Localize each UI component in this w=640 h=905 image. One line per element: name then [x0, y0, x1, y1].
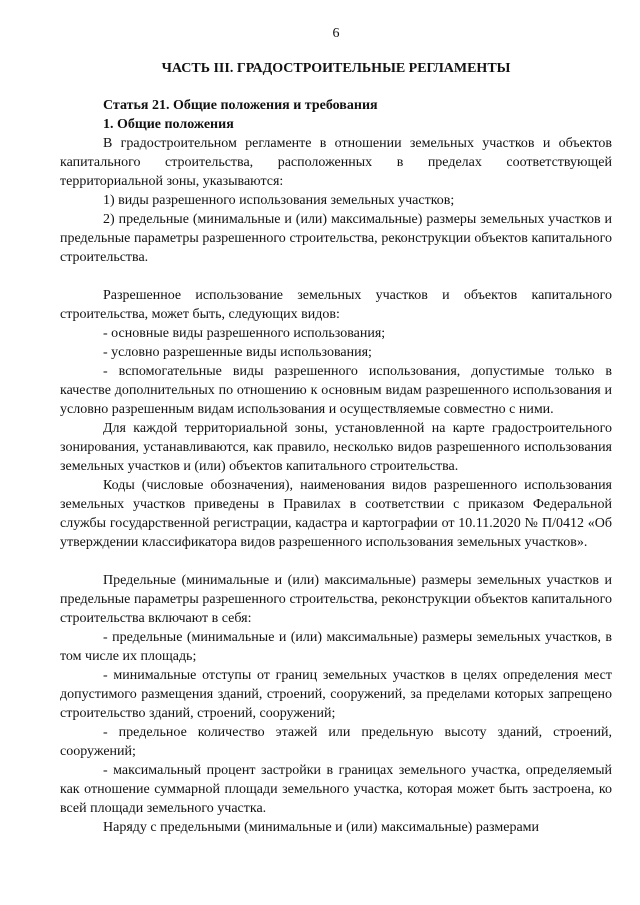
list-item: - предельные (минимальные и (или) максимальные) размеры земельных участков, в том числе их площадь;	[60, 630, 612, 664]
list-item: 2) предельные (минимальные и (или) максимальные) размеры земельных участков и предельные параметры разрешенного строительства, реконструкции объектов капитального строительства.	[60, 212, 612, 265]
paragraph: Коды (числовые обозначения), наименования видов разрешенного использования земельных участков приведены в Правилах в соответствии с приказом Федеральной службы государственной регистрации, кадастра и картографии от 10.11.2020 № П/0412 «Об утверждении классификатора видов разрешенного использования земельных участков».	[60, 478, 612, 550]
list-item: - минимальные отступы от границ земельных участков в целях определения мест допустимого размещения зданий, строений, сооружений, за пределами которых запрещено строительство зданий, строений, сооружений;	[60, 668, 612, 721]
paragraph: Наряду с предельными (минимальные и (или) максимальные) размерами	[103, 820, 540, 835]
list-item: - предельное количество этажей или предельную высоту зданий, строений, сооружений;	[60, 725, 612, 759]
page-number: 6	[332, 26, 340, 41]
paragraph: Для каждой территориальной зоны, установленной на карте градостроительного зонирования, устанавливаются, как правило, несколько видов разрешенного использования земельных участков и (или) объектов капитального строительства.	[60, 421, 612, 474]
paragraph: Разрешенное использование земельных участков и объектов капитального строительства, может быть, следующих видов:	[60, 288, 612, 322]
list-item: - максимальный процент застройки в границах земельного участка, определяемый как отношение суммарной площади земельного участка, которая может быть застроена, ко всей площади земельного участка.	[60, 763, 612, 816]
paragraph: Предельные (минимальные и (или) максимальные) размеры земельных участков и предельные параметры разрешенного строительства, реконструкции объектов капитального строительства включают в себя:	[60, 573, 612, 626]
list-item: - вспомогательные виды разрешенного использования, допустимые только в качестве дополнительных по отношению к основным видам разрешенного использования и условно разрешенным видам использования и осуществляемые совместно с ними.	[60, 364, 612, 417]
paragraph-gap	[60, 267, 612, 286]
list-item: - условно разрешенные виды использования;	[103, 345, 372, 360]
list-item: - основные виды разрешенного использования;	[103, 326, 386, 341]
section-title: 1. Общие положения	[103, 117, 234, 132]
article-title: Статья 21. Общие положения и требования	[103, 98, 378, 113]
part-title: ЧАСТЬ III. ГРАДОСТРОИТЕЛЬНЫЕ РЕГЛАМЕНТЫ	[161, 61, 511, 76]
list-item: 1) виды разрешенного использования земельных участков;	[103, 193, 455, 208]
paragraph-gap	[60, 552, 612, 571]
paragraph: В градостроительном регламенте в отношении земельных участков и объектов капитального строительства, расположенных в пределах соответствующей территориальной зоны, указываются:	[60, 136, 612, 189]
